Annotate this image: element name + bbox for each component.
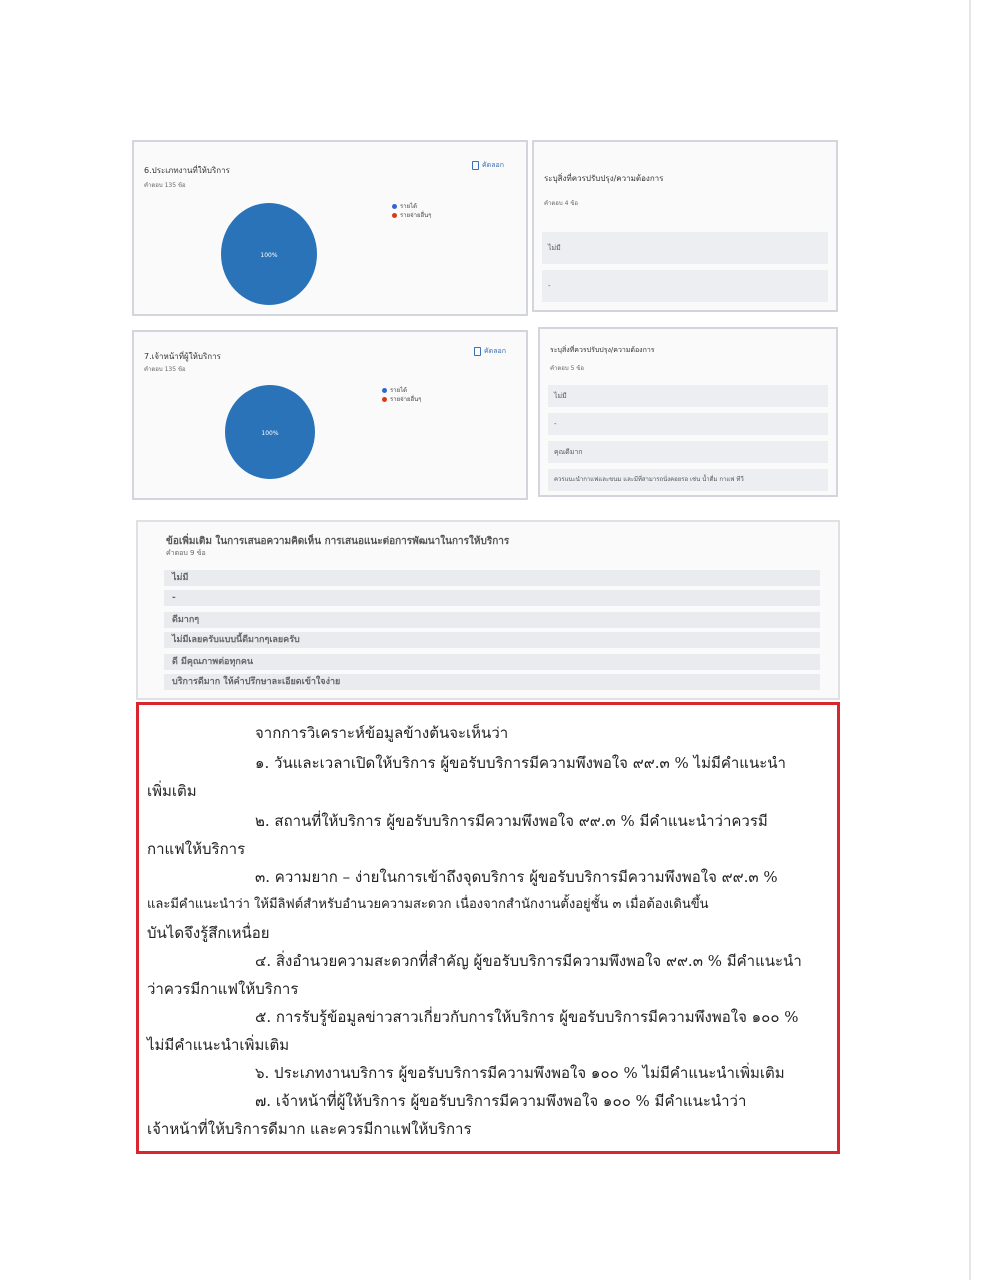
responses-card-6	[532, 140, 838, 312]
response-item: บริการดีมาก ให้คำปรึกษาละเอียดเข้าใจง่าย	[164, 674, 820, 690]
response-item: ไม่มี	[542, 232, 828, 264]
response-item: ไม่มี	[548, 385, 828, 407]
response-item: ไม่มีเลยครับแบบนี้ดีมากๆเลยครับ	[164, 632, 820, 648]
legend-item	[392, 202, 431, 211]
copy-icon	[474, 347, 481, 356]
summary-line: ว่าควรมีกาแฟให้บริการ	[147, 980, 299, 998]
response-item: -	[542, 270, 828, 302]
card-title: ระบุสิ่งที่ควรปรับปรุง/ความต้องการ	[550, 346, 655, 354]
legend-label: รายได้	[390, 387, 408, 394]
pie-chart	[224, 384, 316, 480]
response-count: คำตอบ 135 ข้อ	[144, 366, 186, 373]
pie-legend	[392, 202, 431, 220]
summary-line: ๔. สิ่งอำนวยความสะดวกที่สำคัญ ผู้ขอรับบริการมีความพึงพอใจ ๙๙.๓ % มีคำแนะนำ	[255, 952, 802, 970]
legend-label: รายจ่ายอื่นๆ	[400, 212, 432, 219]
legend-item	[382, 386, 421, 395]
summary-line: ๕. การรับรู้ข้อมูลข่าวสาวเกี่ยวกับการให้บริการ ผู้ขอรับบริการมีความพึงพอใจ ๑๐๐ %	[255, 1008, 799, 1026]
summary-line: ๓. ความยาก – ง่ายในการเข้าถึงจุดบริการ ผู้ขอรับบริการมีความพึงพอใจ ๙๙.๓ %	[255, 868, 778, 886]
response-count: คำตอบ 5 ข้อ	[550, 365, 585, 372]
summary-intro: จากการวิเคราะห์ข้อมูลข้างต้นจะเห็นว่า	[255, 724, 509, 742]
copy-label: คัดลอก	[484, 347, 506, 355]
response-item: คุณดีมาก	[548, 441, 828, 463]
legend-item	[392, 211, 431, 220]
legend-swatch	[382, 388, 387, 393]
legend-swatch	[382, 397, 387, 402]
summary-line: เพิ่มเติม	[147, 782, 197, 800]
legend-swatch	[392, 204, 397, 209]
summary-line: ๗. เจ้าหน้าที่ผู้ให้บริการ ผู้ขอรับบริการมีความพึงพอใจ ๑๐๐ % มีคำแนะนำว่า	[255, 1092, 747, 1110]
pie-chart	[219, 202, 319, 306]
legend-swatch	[392, 213, 397, 218]
summary-line: บันไดจึงรู้สึกเหนื่อย	[147, 924, 270, 942]
legend-label: รายได้	[400, 203, 418, 210]
summary-line: ๑. วันและเวลาเปิดให้บริการ ผู้ขอรับบริการมีความพึงพอใจ ๙๙.๓ % ไม่มีคำแนะนำ	[255, 754, 786, 772]
response-item: ไม่มี	[164, 570, 820, 586]
responses-card-7	[538, 327, 838, 497]
card-title: 7.เจ้าหน้าที่ผู้ให้บริการ	[144, 352, 221, 361]
response-item: ดีมากๆ	[164, 612, 820, 628]
card-title: 6.ประเภทงานที่ให้บริการ	[144, 166, 230, 175]
summary-line: เจ้าหน้าที่ให้บริการดีมาก และควรมีกาแฟให้บริการ	[147, 1120, 472, 1138]
card-title: ข้อเพิ่มเติม ในการเสนอความคิดเห็น การเสนอแนะต่อการพัฒนาในการให้บริการ	[166, 536, 510, 547]
summary-line: และมีคำแนะนำว่า ให้มีลิฟต์สำหรับอำนวยความสะดวก เนื่องจากสำนักงานตั้งอยู่ชั้น ๓ เมื่อต้องเดินขึ้น	[147, 897, 709, 912]
chart-card-staff	[132, 330, 528, 500]
response-item: -	[164, 590, 820, 606]
legend-item	[382, 395, 421, 404]
response-count: คำตอบ 135 ข้อ	[144, 182, 186, 189]
summary-line: ๒. สถานที่ให้บริการ ผู้ขอรับบริการมีความพึงพอใจ ๙๙.๓ % มีคำแนะนำว่าควรมี	[255, 812, 768, 830]
legend-label: รายจ่ายอื่นๆ	[390, 396, 422, 403]
analysis-summary	[136, 702, 840, 1154]
copy-button[interactable]	[472, 160, 504, 171]
suggestions-card	[136, 520, 840, 700]
response-item: ควรแนะนำกาแฟและขนม และมีที่สามารถนั่งคอยรอ เช่น น้ำดื่ม กาแฟ ทีวี	[548, 469, 828, 491]
response-count: คำตอบ 4 ข้อ	[544, 200, 579, 207]
response-item: -	[548, 413, 828, 435]
summary-line: ๖. ประเภทงานบริการ ผู้ขอรับบริการมีความพึงพอใจ ๑๐๐ % ไม่มีคำแนะนำเพิ่มเติม	[255, 1064, 785, 1082]
copy-label: คัดลอก	[482, 161, 504, 169]
response-count: คำตอบ 9 ข้อ	[166, 549, 206, 557]
summary-line: ไม่มีคำแนะนำเพิ่มเติม	[147, 1036, 290, 1054]
chart-card-service-type	[132, 140, 528, 316]
pie-legend	[382, 386, 421, 404]
summary-line: กาแฟให้บริการ	[147, 840, 246, 858]
card-title: ระบุสิ่งที่ควรปรับปรุง/ความต้องการ	[544, 174, 664, 183]
pie-label: 100%	[260, 252, 278, 259]
response-item: ดี มีคุณภาพต่อทุกคน	[164, 654, 820, 670]
copy-button[interactable]	[474, 346, 506, 357]
scan-edge	[969, 0, 971, 1280]
pie-label: 100%	[261, 430, 279, 437]
copy-icon	[472, 161, 479, 170]
